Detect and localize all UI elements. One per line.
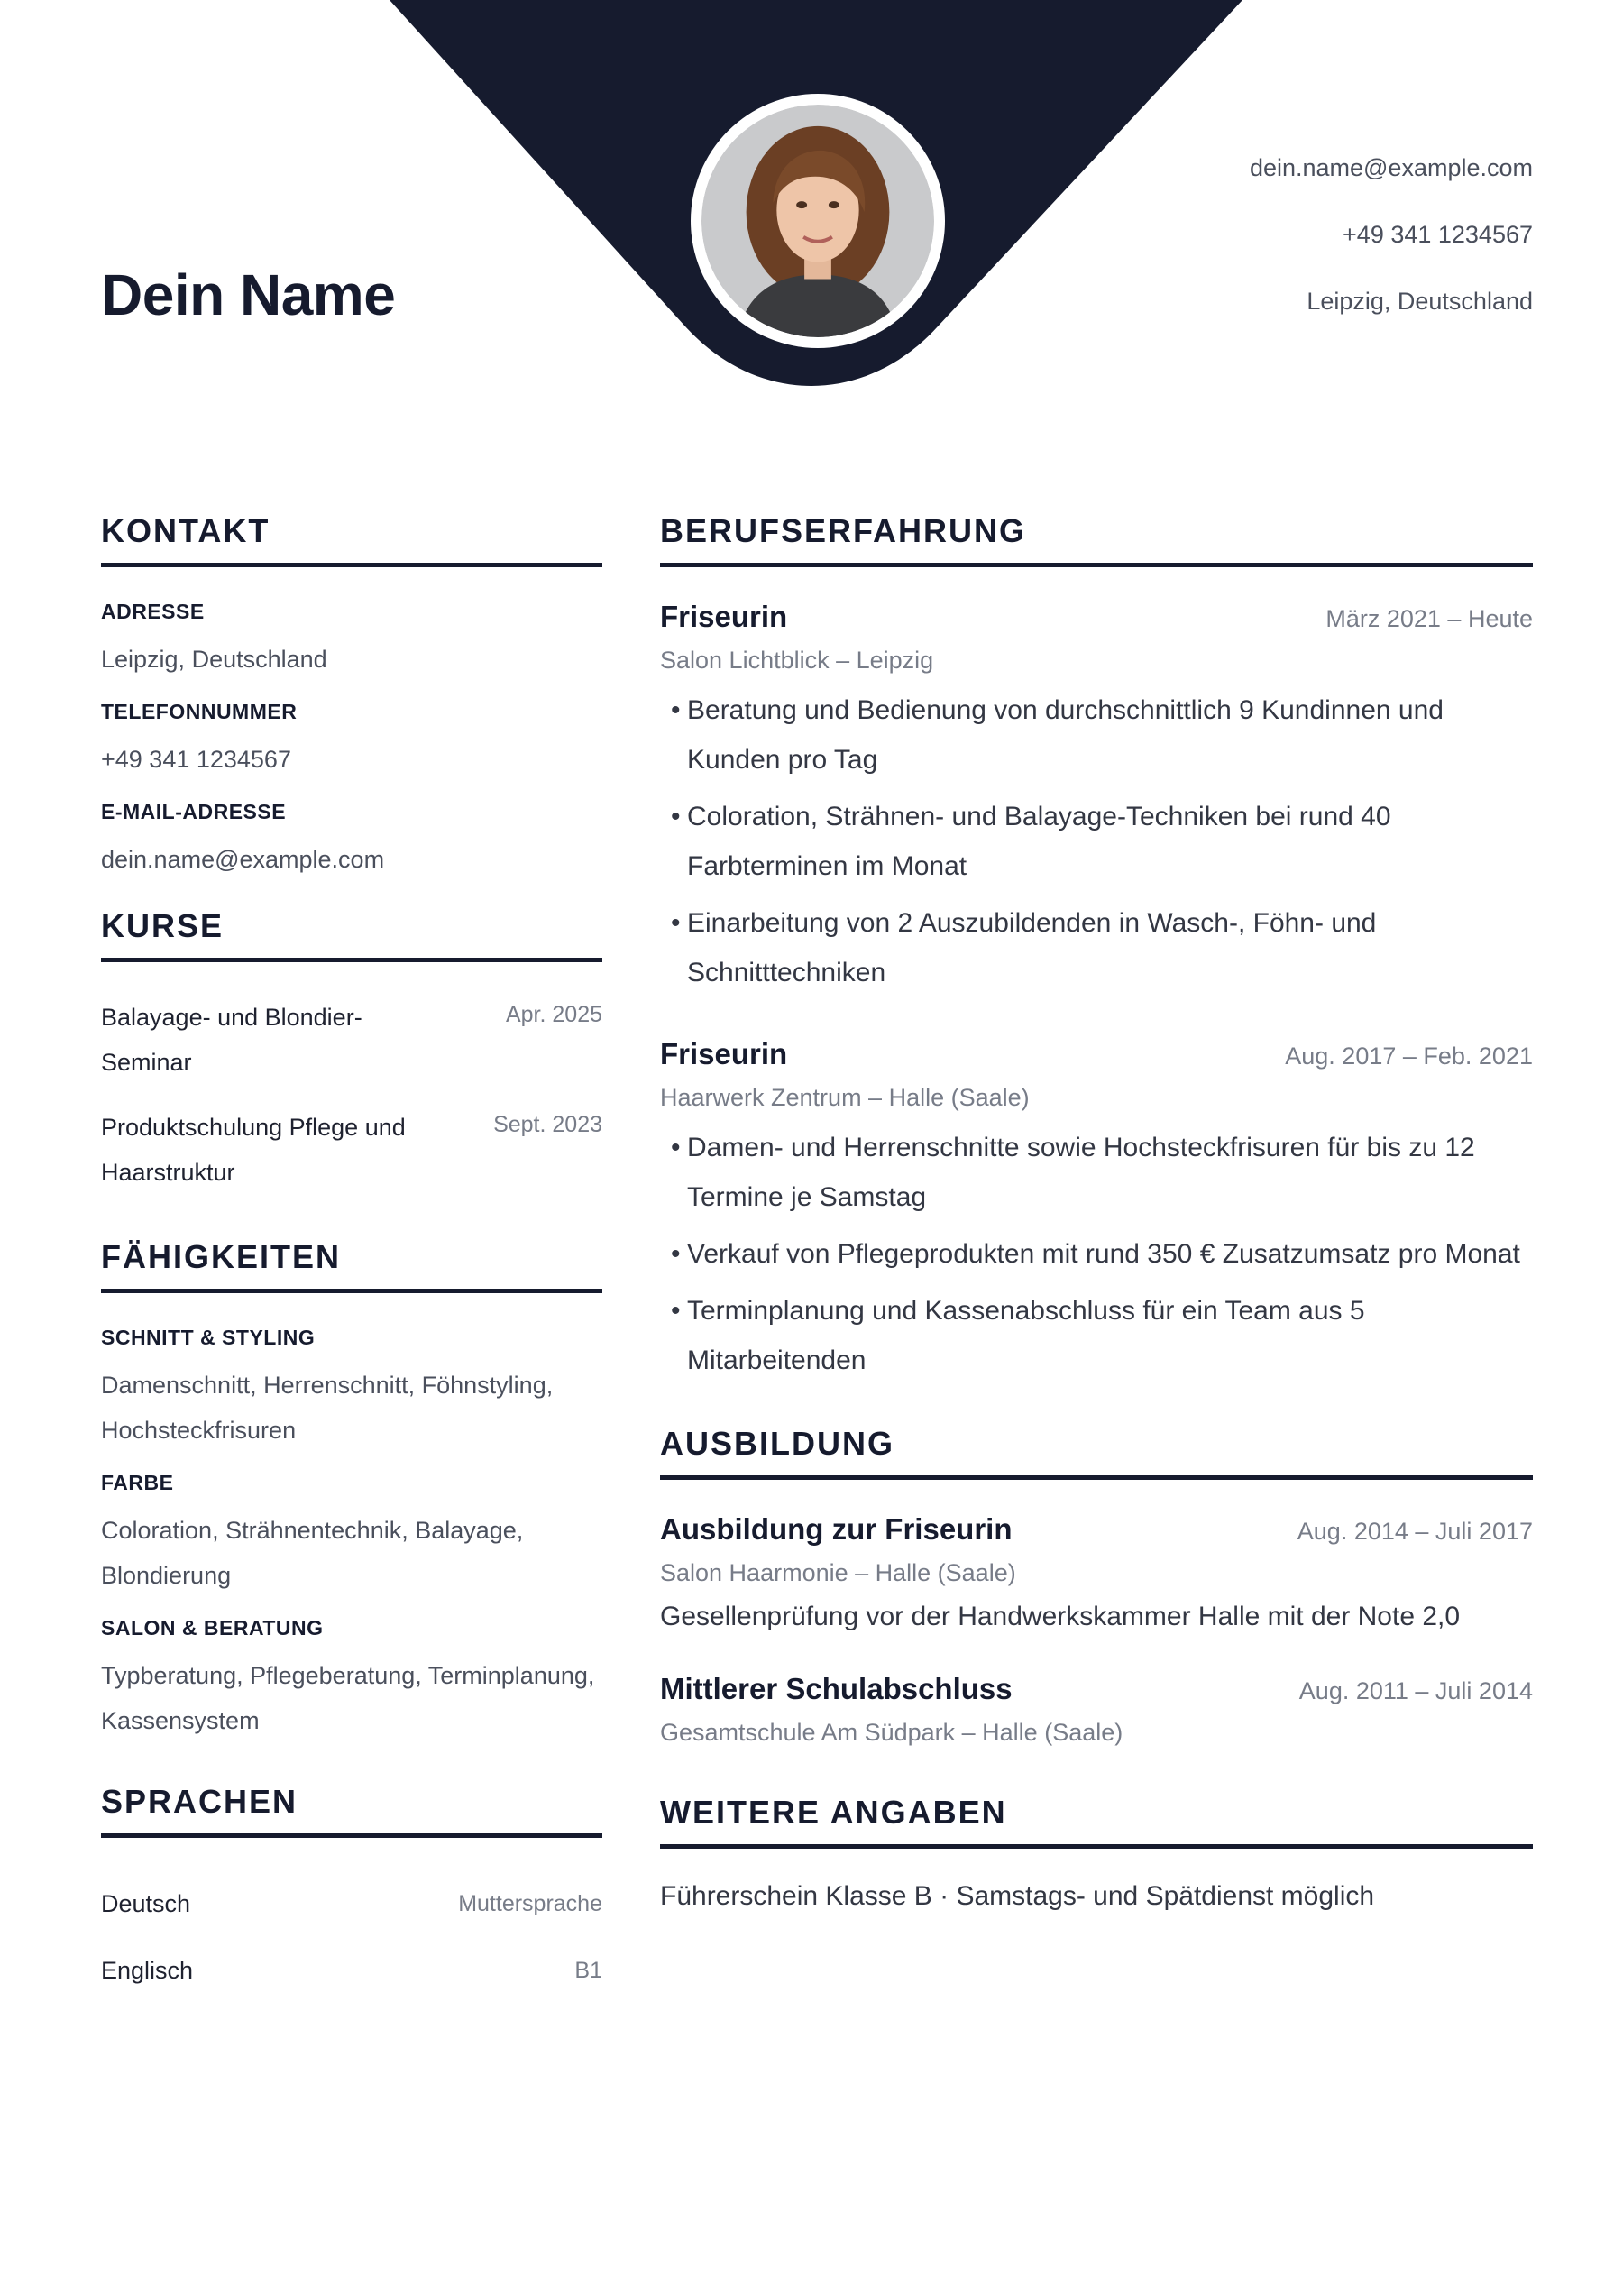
- education-title: Ausbildung zur Friseurin: [660, 1512, 1013, 1546]
- kontakt-item: [101, 700, 602, 782]
- header-phone[interactable]: +49 341 1234567: [1343, 221, 1533, 248]
- skill-value: Typberatung, Pflegeberatung, Terminplanung, Kassensystem: [101, 1662, 595, 1734]
- skill-value: Damenschnitt, Herrenschnitt, Föhnstyling, Hochsteckfrisuren: [101, 1372, 554, 1444]
- right-column: [660, 512, 1533, 1912]
- job-title: Friseurin: [660, 600, 788, 633]
- section-title-kurse: KURSE: [101, 907, 602, 962]
- kontakt-label: TELEFONNUMMER: [101, 700, 298, 723]
- section-title-ausbildung: AUSBILDUNG: [660, 1425, 1533, 1480]
- section-title-faehigkeiten: FÄHIGKEITEN: [101, 1238, 602, 1293]
- profile-photo: [701, 105, 934, 337]
- course-title: Produktschulung Pflege und Haarstruktur: [101, 1114, 406, 1186]
- education-note: Gesellenprüfung vor der Handwerkskammer Halle mit der Note 2,0: [660, 1602, 1461, 1631]
- education-org: Gesamtschule Am Südpark – Halle (Saale): [660, 1719, 1123, 1746]
- course-title: Balayage- und Blondier-Seminar: [101, 1004, 362, 1076]
- job-org: Salon Lichtblick – Leipzig: [660, 647, 934, 674]
- education-date: Aug. 2011 – Juli 2014: [1298, 1677, 1533, 1704]
- job-bullet: • Beratung und Bedienung von durchschnittlich 9 Kundinnen und Kunden pro Tag: [671, 685, 1533, 785]
- header-contact: [1250, 150, 1533, 350]
- skill-label: SCHNITT & STYLING: [101, 1326, 316, 1349]
- skill-item: [101, 1326, 602, 1453]
- language-level: B1: [574, 1957, 602, 1983]
- job-title: Friseurin: [660, 1037, 788, 1070]
- section-title-weitere: WEITERE ANGABEN: [660, 1794, 1533, 1849]
- skill-label: FARBE: [101, 1471, 174, 1494]
- education-header: [660, 1672, 1533, 1706]
- language-level: Muttersprache: [458, 1890, 602, 1916]
- job-bullets: [660, 685, 1533, 997]
- kontakt-value: Leipzig, Deutschland: [101, 646, 327, 673]
- kontakt-value[interactable]: +49 341 1234567: [101, 746, 291, 773]
- language-name: Englisch: [101, 1956, 194, 1984]
- course-date: Apr. 2025: [505, 1002, 602, 1027]
- kontakt-label: ADRESSE: [101, 600, 205, 623]
- job-date: Aug. 2017 – Feb. 2021: [1285, 1042, 1533, 1070]
- education-entry: [660, 1672, 1533, 1747]
- education-org: Salon Haarmonie – Halle (Saale): [660, 1559, 1016, 1586]
- language-item: [101, 1870, 602, 1937]
- job-org: Haarwerk Zentrum – Halle (Saale): [660, 1084, 1030, 1111]
- job-date: März 2021 – Heute: [1325, 605, 1533, 632]
- job-bullet: • Terminplanung und Kassenabschluss für ein Team aus 5 Mitarbeitenden: [671, 1286, 1533, 1385]
- candidate-name: Dein Name: [101, 262, 396, 327]
- job-entry: [660, 1037, 1533, 1385]
- education-entry: [660, 1512, 1533, 1632]
- course-item: [101, 995, 602, 1085]
- job-entry: [660, 600, 1533, 997]
- kontakt-value[interactable]: dein.name@example.com: [101, 846, 385, 873]
- job-bullets: [660, 1123, 1533, 1385]
- education-date: Aug. 2014 – Juli 2017: [1297, 1518, 1533, 1545]
- course-date: Sept. 2023: [493, 1112, 602, 1137]
- job-bullet: • Einarbeitung von 2 Auszubildenden in Wasch-, Föhn- und Schnitttechniken: [671, 898, 1533, 997]
- language-item: [101, 1937, 602, 2004]
- skill-label: SALON & BERATUNG: [101, 1616, 324, 1639]
- kontakt-item: [101, 600, 602, 682]
- section-title-kontakt: KONTAKT: [101, 512, 602, 567]
- weitere-text: Führerschein Klasse B · Samstags- und Spätdienst möglich: [660, 1881, 1375, 1911]
- language-name: Deutsch: [101, 1889, 191, 1917]
- job-header: [660, 600, 1533, 634]
- profile-photo-frame: [691, 94, 945, 348]
- left-column: [101, 512, 602, 2004]
- skill-item: [101, 1471, 602, 1598]
- education-title: Mittlerer Schulabschluss: [660, 1672, 1013, 1705]
- kontakt-item: [101, 800, 602, 882]
- job-bullet: • Verkauf von Pflegeprodukten mit rund 350 € Zusatzumsatz pro Monat: [671, 1229, 1533, 1279]
- section-title-sprachen: SPRACHEN: [101, 1783, 602, 1838]
- section-title-berufserfahrung: BERUFSERFAHRUNG: [660, 512, 1533, 567]
- kontakt-label: E-MAIL-ADRESSE: [101, 800, 287, 823]
- skill-item: [101, 1616, 602, 1743]
- job-header: [660, 1037, 1533, 1071]
- course-item: [101, 1105, 602, 1195]
- header-email[interactable]: dein.name@example.com: [1249, 154, 1533, 181]
- education-header: [660, 1512, 1533, 1547]
- header-location: Leipzig, Deutschland: [1307, 288, 1533, 315]
- skill-value: Coloration, Strähnentechnik, Balayage, Blondierung: [101, 1517, 524, 1589]
- job-bullet: • Coloration, Strähnen- und Balayage-Techniken bei rund 40 Farbterminen im Monat: [671, 792, 1533, 891]
- job-bullet: • Damen- und Herrenschnitte sowie Hochsteckfrisuren für bis zu 12 Termine je Samstag: [671, 1123, 1533, 1222]
